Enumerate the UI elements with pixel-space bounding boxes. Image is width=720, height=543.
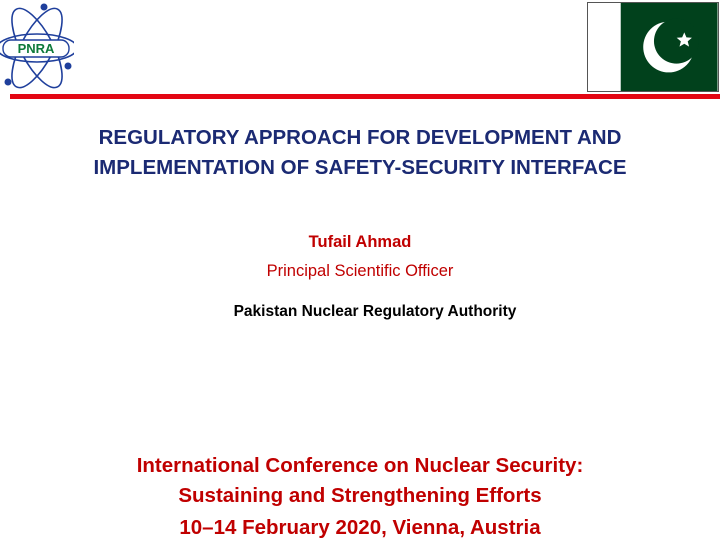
conference-dates: 10–14 February 2020, Vienna, Austria — [179, 516, 541, 539]
conference-line-1: International Conference on Nuclear Security: — [136, 454, 584, 477]
author-organization: Pakistan Nuclear Regulatory Authority — [233, 303, 517, 320]
pnra-logo-icon — [0, 0, 74, 96]
conference-line-2: Sustaining and Strengthening Efforts — [178, 484, 542, 507]
header-divider — [10, 94, 720, 99]
conference-info — [40, 451, 680, 543]
title-line-2: IMPLEMENTATION OF SAFETY-SECURITY INTERFACE — [93, 156, 627, 179]
author-role: Principal Scientific Officer — [266, 262, 454, 280]
presentation-title — [20, 123, 700, 183]
title-line-1: REGULATORY APPROACH FOR DEVELOPMENT AND — [98, 126, 622, 149]
pakistan-flag-icon — [587, 2, 719, 92]
logo-text: PNRA — [17, 41, 55, 56]
author-name: Tufail Ahmad — [308, 233, 412, 251]
